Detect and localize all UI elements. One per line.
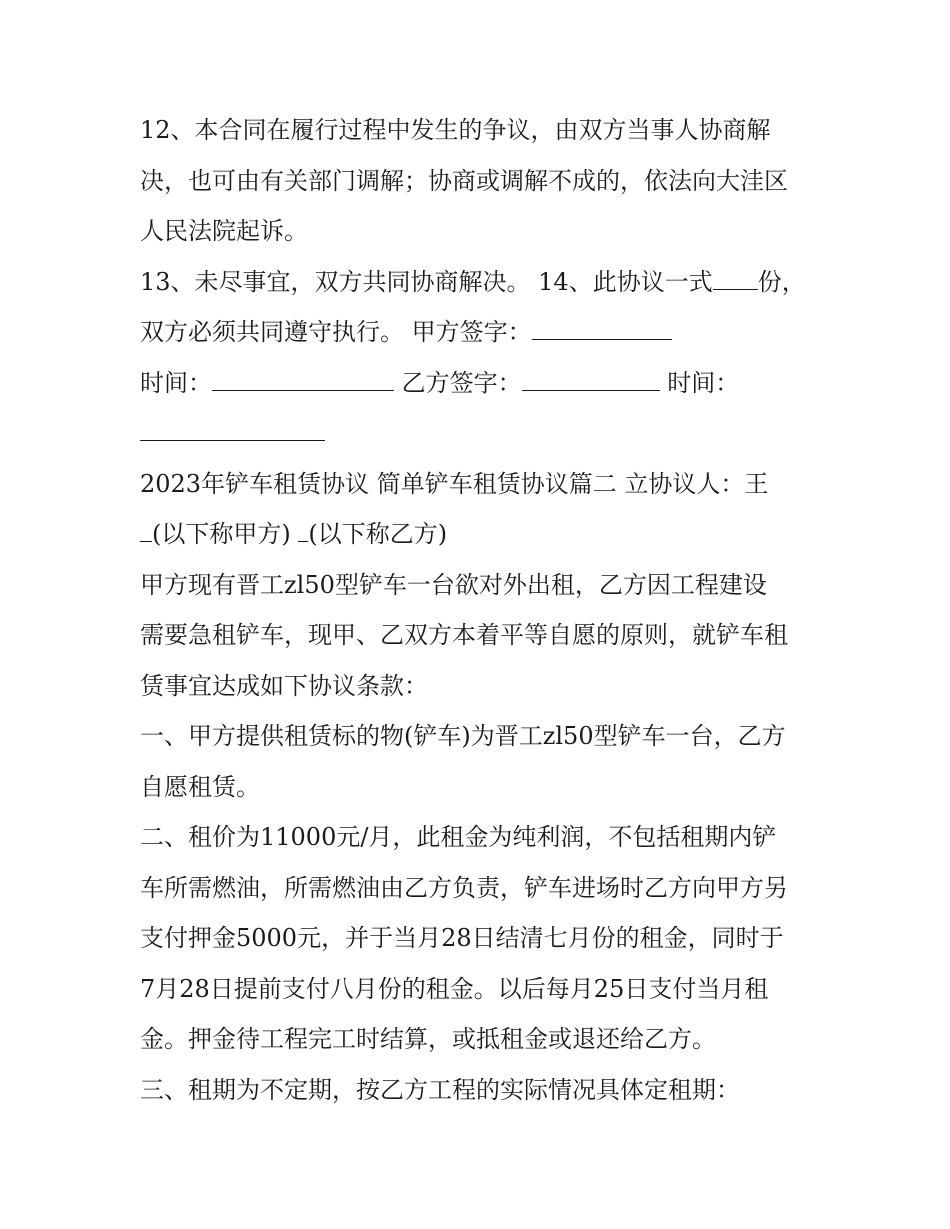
party-a-signature-label: 双方必须共同遵守执行。 甲方签字： (140, 318, 532, 346)
spacer (291, 520, 299, 548)
party-b-date-blank-line (140, 408, 815, 459)
party-b-name-blank (298, 515, 308, 542)
copies-suffix: 份， (757, 267, 806, 296)
clause-2-line-2: 车所需燃油，所需燃油由乙方负责，铲车进场时乙方向甲方另 (140, 873, 788, 902)
signature-dates-line (140, 358, 815, 409)
party-b-designation: (以下称乙方) (308, 520, 448, 548)
clause-2-line-3: 支付押金5000元，并于当月28日结清七月份的租金，同时于 (140, 924, 784, 952)
intro-line-2: 需要急租铲车，现甲、乙双方本着平等自愿的原则，就铲车租 (140, 621, 788, 649)
party-a-name-blank (140, 515, 152, 542)
party-b-signature-label: 乙方签字： (394, 368, 522, 397)
clause-2-line-1: 二、租价为11000元/月，此租金为纯利润，不包括租期内铲 (140, 823, 777, 851)
party-a-signature-blank (532, 313, 672, 340)
clause-2-line-4: 7月28日提前支付八月份的租金。以后每月25日支付当月租 (140, 974, 769, 1003)
clause-12-line-1: 12、本合同在履行过程中发生的争议，由双方当事人协商解 (140, 116, 771, 144)
clause-3-line-1: 三、租期为不定期，按乙方工程的实际情况具体定租期： (140, 1075, 740, 1104)
clause-13-14-line (140, 257, 815, 308)
parties-line (140, 509, 815, 560)
clause-12-line-2: 决，也可由有关部门调解；协商或调解不成的，依法向大洼区 (140, 166, 788, 195)
party-a-date-label: 时间： (140, 368, 212, 397)
party-b-date-blank (140, 414, 325, 441)
document-page (140, 105, 815, 1115)
clause-2-line-5: 金。押金待工程完工时结算，或抵租金或退还给乙方。 (140, 1025, 716, 1053)
intro-line-1: 甲方现有晋工zl50型铲车一台欲对外出租，乙方因工程建设 (140, 570, 767, 599)
party-b-date-label: 时间： (659, 368, 740, 397)
clause-12-line-3: 人民法院起诉。 (140, 217, 308, 245)
agreement-2-title-line: 2023年铲车租赁协议 简单铲车租赁协议篇二 立协议人：王 (140, 469, 769, 498)
clause-1-line-1: 一、甲方提供租赁标的物(铲车)为晋工zl50型铲车一台，乙方 (140, 722, 786, 750)
party-a-designation: (以下称甲方) (152, 520, 291, 548)
clause-1-line-2: 自愿租赁。 (140, 772, 260, 801)
clause-13-14-text: 13、未尽事宜，双方共同协商解决。 14、此协议一式 (140, 267, 713, 296)
copies-blank (713, 263, 758, 290)
party-a-date-blank (212, 364, 394, 391)
party-b-signature-blank (522, 364, 660, 391)
party-a-signature-line (140, 307, 815, 358)
intro-line-3: 赁事宜达成如下协议条款： (140, 671, 428, 700)
